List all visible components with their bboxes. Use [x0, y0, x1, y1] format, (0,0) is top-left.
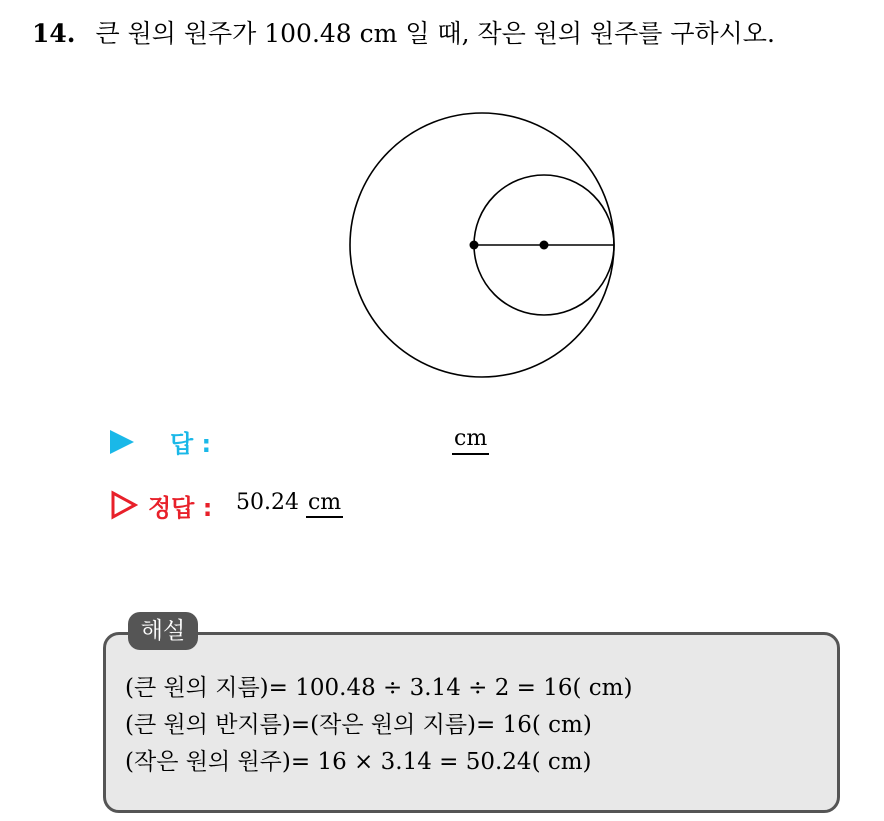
correct-value-wrap [236, 490, 343, 516]
question-text: 큰 원의 원주가 100.48 cm 일 때, 작은 원의 원주를 구하시오. [95, 19, 775, 48]
correct-label: 정답 : [148, 494, 213, 522]
explanation-lines [125, 670, 632, 781]
answer-unit: cm [452, 426, 489, 455]
circle-figure [340, 104, 620, 384]
small-circle-center-dot [540, 241, 549, 250]
question-number: 14. [32, 19, 76, 48]
explanation-line: (큰 원의 반지름)=(작은 원의 지름)= 16( cm) [125, 712, 592, 738]
outline-triangle-icon [110, 490, 138, 520]
question [32, 14, 775, 50]
explanation-line: (큰 원의 지름)= 100.48 ÷ 3.14 ÷ 2 = 16( cm) [125, 675, 633, 701]
large-circle-center-dot [470, 241, 479, 250]
answer-label: 답 : [170, 430, 212, 458]
explanation-tab: 해설 [128, 612, 198, 650]
correct-answer-row [110, 488, 430, 524]
correct-value: 50.24 [236, 490, 299, 515]
play-triangle-icon [110, 430, 134, 454]
answer-row [110, 424, 530, 460]
explanation-line: (작은 원의 원주)= 16 × 3.14 = 50.24( cm) [125, 749, 592, 775]
correct-unit: cm [306, 490, 343, 518]
